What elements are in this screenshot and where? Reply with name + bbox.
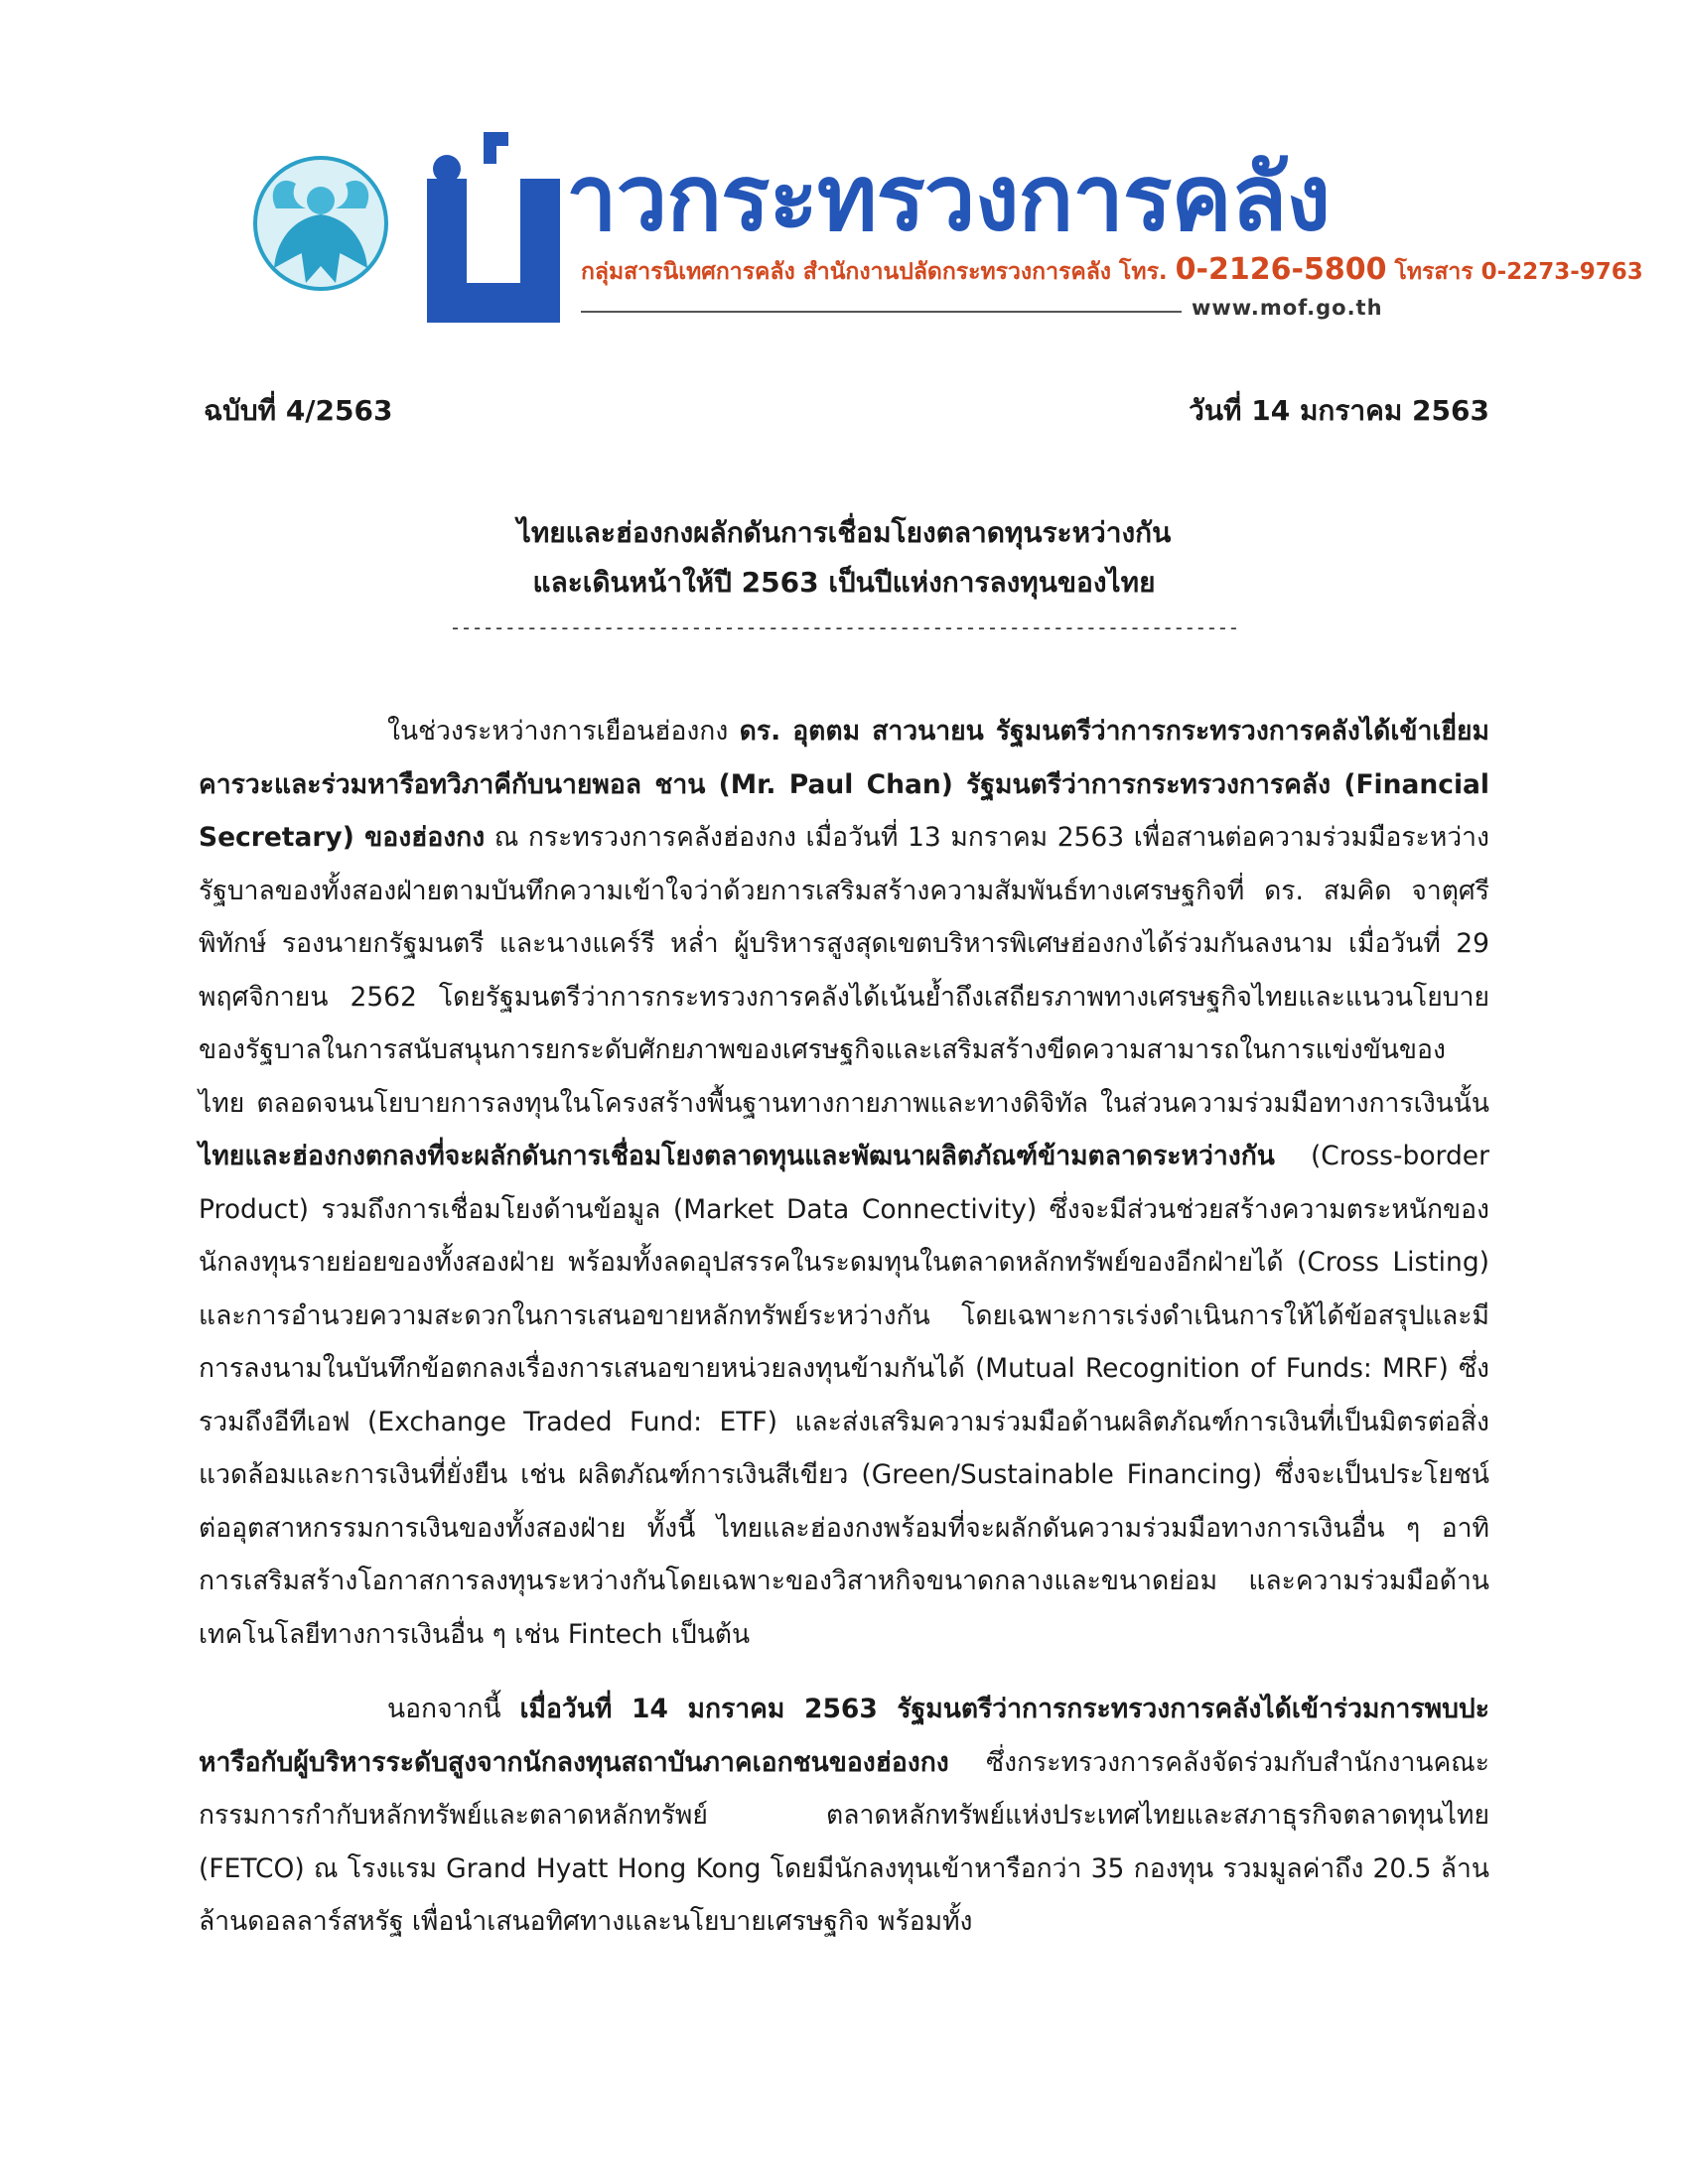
paragraph-2 — [199, 1683, 1489, 1949]
website-url: www.mof.go.th — [1192, 296, 1383, 320]
paragraph-1 — [199, 705, 1489, 1661]
p1-bold-segment: ไทยและฮ่องกงตกลงที่จะผลักดันการเชื่อมโยงตลาดทุนและพัฒนาผลิตภัณฑ์ข้ามตลาดระหว่างกัน — [199, 1141, 1275, 1171]
p1-segment: ณ กระทรวงการคลังฮ่องกง เมื่อวันที่ 13 มกราคม 2563 เพื่อสานต่อความร่วมมือระหว่างรัฐบาลของทั้งสองฝ่ายตามบันทึกความเข้าใจว่าด้วยการเสริมสร้างความสัมพันธ์ทางเศรษฐกิจที่ ดร. สมคิด จาตุศรีพิทักษ์ รองนายกรัฐมนตรี และนางแคร์รี หล่ำ ผู้บริหารสูงสุดเขตบริหารพิเศษฮ่องกงได้ร่วมกันลงนาม เมื่อวันที่ 29 พฤศจิกายน 2562 โดยรัฐมนตรีว่าการกระทรวงการคลังได้เน้นย้ำถึงเสถียรภาพทางเศรษฐกิจไทยและแนวนโยบายของรัฐบาลในการสนับสนุนการยกระดับศักยภาพของเศรษฐกิจและเสริมสร้างขีดความสามารถในการแข่งขันของไทย ตลอดจนนโยบายการลงทุนในโครงสร้างพื้นฐานทางกายภาพและทางดิจิทัล ในส่วนความร่วมมือทางการเงินนั้น — [199, 822, 1489, 1119]
garuda-emblem-icon — [246, 149, 395, 298]
masthead-big-char — [409, 124, 573, 333]
issue-number: ฉบับที่ 4/2563 — [204, 394, 393, 427]
p1-segment: ในช่วงระหว่างการเยือนฮ่องกง — [387, 716, 740, 747]
headline — [199, 508, 1489, 608]
phone-number: 0-2126-5800 — [1175, 252, 1387, 287]
contact-text: กลุ่มสารนิเทศการคลัง สำนักงานปลัดกระทรวงการคลัง โทร. — [581, 259, 1176, 285]
p1-bold-segment: ดร. อุตตม สาวนายน รัฐมนตรีว่าการกระทรวงการคลังได้เข้าเยี่ยมคารวะและร่วมหารือทวิภาคีกับนายพอล ชาน (Mr. Paul Chan) รัฐมนตรีว่าการกระทรวงการคลัง (Financial Secretary) ของฮ่องกง — [199, 716, 1489, 853]
p2-bold-segment: เมื่อวันที่ 14 มกราคม 2563 รัฐมนตรีว่าการกระทรวงการคลังได้เข้าร่วมการพบปะหารือกับผู้บริหารระดับสูงจากนักลงทุนสถาบันภาคเอกชนของฮ่องกง — [199, 1694, 1489, 1778]
fax-number: โทรสาร 0-2273-9763 — [1386, 259, 1643, 285]
p2-segment: ซึ่งกระทรวงการคลังจัดร่วมกับสำนักงานคณะกรรมการกำกับหลักทรัพย์และตลาดหลักทรัพย์ ตลาดหลักทรัพย์แห่งประเทศไทยและสภาธุรกิจตลาดทุนไทย (FETCO) ณ โรงแรม Grand Hyatt Hong Kong โดยมีนักลงทุนเข้าหารือกว่า 35 กองทุน รวมมูลค่าถึง 20.5 ล้านล้านดอลลาร์สหรัฐ เพื่อนำเสนอทิศทางและนโยบายเศรษฐกิจ พร้อมทั้ง — [199, 1746, 1489, 1937]
headline-line-2: และเดินหน้าให้ปี 2563 เป็นปีแห่งการลงทุนของไทย — [532, 566, 1156, 599]
masthead — [199, 94, 1643, 342]
issue-date: วันที่ 14 มกราคม 2563 — [1189, 394, 1489, 427]
article-body — [199, 705, 1489, 1971]
contact-line — [581, 253, 1643, 289]
p1-segment: (Cross-border Product) รวมถึงการเชื่อมโยงด้านข้อมูล (Market Data Connectivity) ซึ่งจะมีส่วนช่วยสร้างความตระหนักของนักลงทุนรายย่อยของทั้งสองฝ่าย พร้อมทั้งลดอุปสรรคในระดมทุนในตลาดหลักทรัพย์ของอีกฝ่ายได้ (Cross Listing) และการอำนวยความสะดวกในการเสนอขายหลักทรัพย์ระหว่างกัน โดยเฉพาะการเร่งดำเนินการให้ได้ข้อสรุปและมีการลงนามในบันทึกข้อตกลงเรื่องการเสนอขายหน่วยลงทุนข้ามกันได้ (Mutual Recognition of Funds: MRF) ซึ่งรวมถึงอีทีเอฟ (Exchange Traded Fund: ETF) และส่งเสริมความร่วมมือด้านผลิตภัณฑ์การเงินที่เป็นมิตรต่อสิ่งแวดล้อมและการเงินที่ยั่งยืน เช่น ผลิตภัณฑ์การเงินสีเขียว (Green/Sustainable Financing) ซึ่งจะเป็นประโยชน์ต่ออุตสาหกรรมการเงินของทั้งสองฝ่าย ทั้งนี้ ไทยและฮ่องกงพร้อมที่จะผลักดันความร่วมมือทางการเงินอื่น ๆ อาทิ การเสริมสร้างโอกาสการลงทุนระหว่างกันโดยเฉพาะของวิสาหกิจขนาดกลางและขนาดย่อม และความร่วมมือด้านเทคโนโลยีทางการเงินอื่น ๆ เช่น Fintech เป็นต้น — [199, 1141, 1489, 1650]
masthead-title: าวกระทรวงการคลัง — [566, 145, 1331, 251]
headline-divider: ------------------------------------------------------------------------ — [449, 615, 1239, 639]
masthead-divider — [581, 311, 1182, 313]
p2-segment: นอกจากนี้ — [387, 1694, 520, 1724]
headline-line-1: ไทยและฮ่องกงผลักดันการเชื่อมโยงตลาดทุนระหว่างกัน — [516, 516, 1172, 549]
